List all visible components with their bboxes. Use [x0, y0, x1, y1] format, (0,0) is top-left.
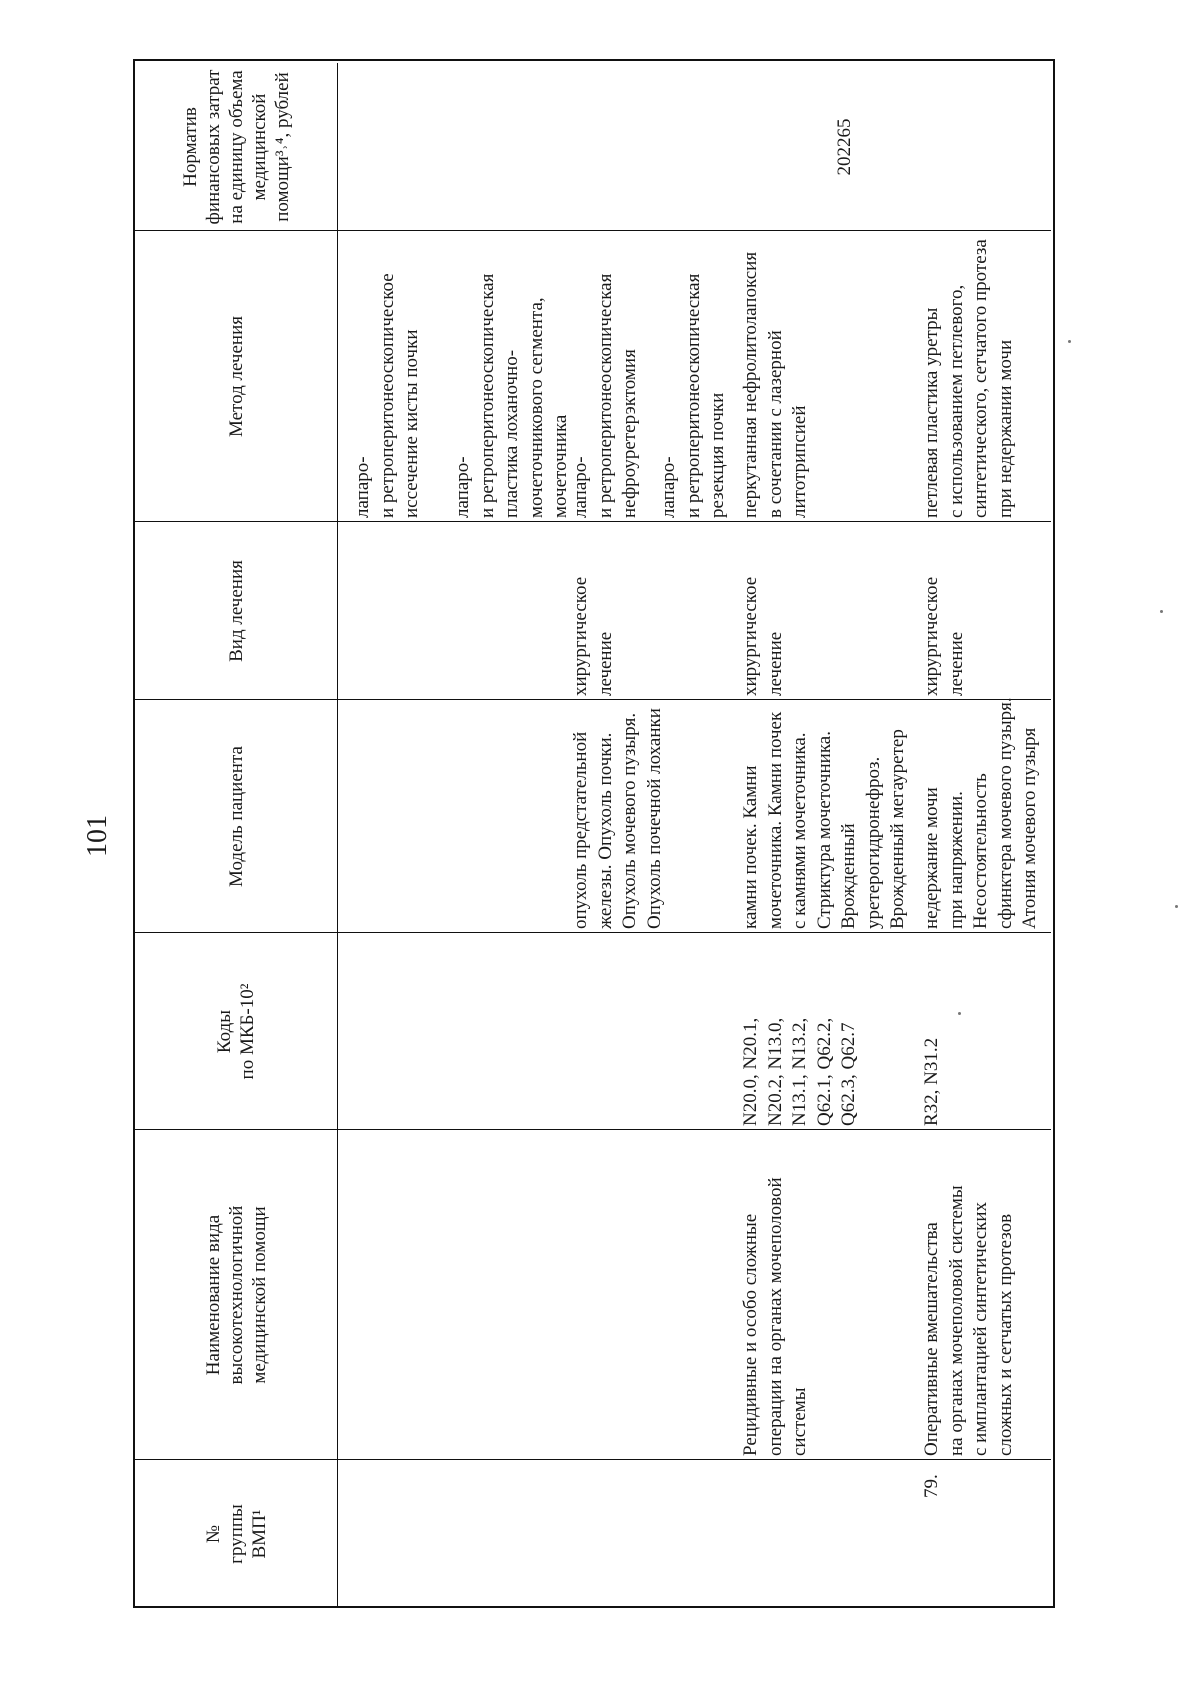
- table-cell: лапаро- и ретроперитонеоскопическая пластика лоханочно- мочеточникового сегмента, мочеточника: [452, 273, 571, 518]
- table-cell: Рецидивные и особо сложные операции на органах мочеполовой системы: [740, 1177, 810, 1456]
- table-cell: лапаро- и ретроперитонеоскопическое иссечение кисты почки: [352, 273, 422, 518]
- header-name: Наименование вида высокотехнологичной медицинской помощи: [202, 1205, 270, 1385]
- table-cell: камни почек. Камни мочеточника. Камни почек с камнями мочеточника. Стриктура мочеточника. Врожденный уретерогидронефроз. Врожденный мегауретер: [740, 711, 908, 929]
- header-codes: Коды по МКБ-10²: [214, 983, 258, 1080]
- header-divider: [337, 63, 338, 1608]
- header-kind: Вид лечения: [225, 560, 247, 662]
- scan-speck: [958, 1012, 961, 1015]
- header-norm: Норматив финансовых затрат на единицу объема медицинской помощи³˒⁴, рублей: [179, 69, 293, 225]
- scan-speck: [1068, 340, 1071, 343]
- table-cell: R32, N31.2: [921, 1037, 942, 1126]
- scan-speck: [1175, 905, 1178, 908]
- table-cell: лапаро- и ретроперитонеоскопическая нефроуретерэктомия: [570, 273, 640, 518]
- table-cell: петлевая пластика уретры с использованием петлевого, синтетического, сетчатого протеза при недержании мочи: [921, 239, 1016, 518]
- table-cell: хирургическое лечение: [740, 576, 786, 696]
- table-cell: хирургическое лечение: [570, 576, 616, 696]
- table-cell: лапаро- и ретроперитонеоскопическая резекция почки: [658, 273, 728, 518]
- table-cell: хирургическое лечение: [921, 576, 967, 696]
- table-cell: 79.: [921, 1474, 942, 1498]
- table-cell: 202265: [834, 118, 855, 176]
- table-cell: опухоль предстательной железы. Опухоль почки. Опухоль мочевого пузыря. Опухоль почечной лоханки: [570, 708, 665, 929]
- column-divider: [133, 932, 1051, 933]
- table-cell: Оперативные вмешательства на органах мочеполовой системы с имплантацией синтетических сложных и сетчатых протезов: [921, 1185, 1016, 1456]
- header-method: Метод лечения: [225, 316, 247, 438]
- column-divider: [133, 521, 1051, 522]
- column-divider: [133, 230, 1051, 231]
- header-model: Модель пациента: [225, 746, 247, 887]
- column-divider: [133, 1459, 1051, 1460]
- page-number: 101: [82, 815, 113, 857]
- column-divider: [133, 1129, 1051, 1130]
- table-cell: перкутанная нефролитолапоксия в сочетании с лазерной литотрипсией: [740, 251, 810, 518]
- header-num: № группы ВМП¹: [202, 1504, 270, 1564]
- table-cell: N20.0, N20.1, N20.2, N13.0, N13.1, N13.2, Q62.1, Q62.2, Q62.3, Q62.7: [740, 1017, 859, 1126]
- rotated-table: [133, 61, 1053, 1608]
- table-cell: недержание мочи при напряжении. Несостоятельность сфинктера мочевого пузыря. Атония мочевого пузыря: [921, 697, 1040, 929]
- scan-speck: [1160, 610, 1163, 613]
